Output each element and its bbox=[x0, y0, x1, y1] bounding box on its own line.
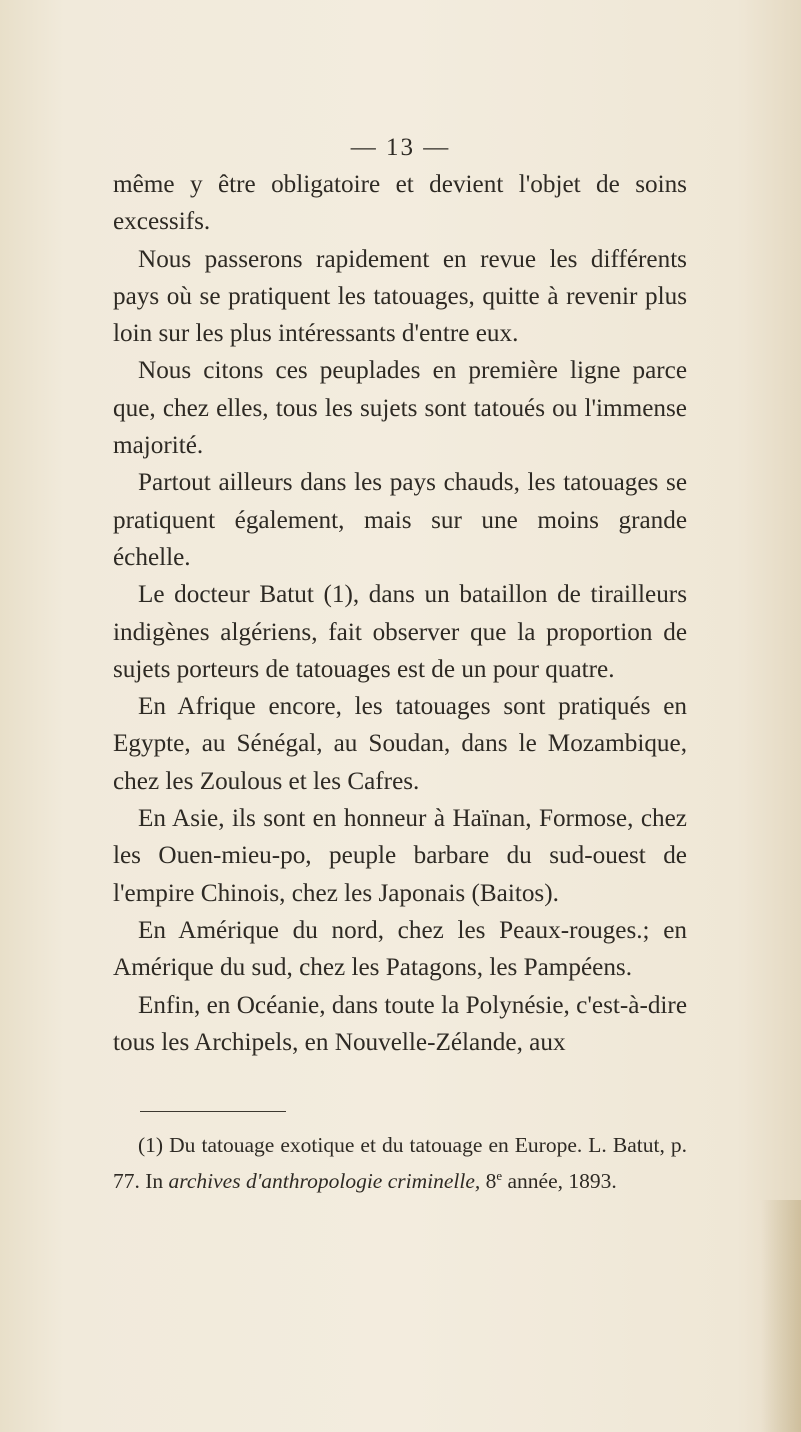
paragraph-7: En Asie, ils sont en honneur à Haïnan, Formose, chez les Ouen-mieu-po, peuple barbare du sud-ouest de l'empire Chinois, chez les Japonais (Baitos). bbox=[113, 805, 687, 907]
footnote-text bbox=[113, 1130, 687, 1196]
footnote-marker: (1) bbox=[138, 1133, 164, 1157]
page-number: — 13 — bbox=[350, 134, 451, 161]
footnote-text-after: année, 1893. bbox=[507, 1168, 617, 1193]
paragraph-9: Enfin, en Océanie, dans toute la Polynésie, c'est-à-dire tous les Archipels, en Nouvelle-Zélande, aux bbox=[113, 991, 687, 1056]
page-edge-stain bbox=[761, 1200, 801, 1432]
paragraph-1: même y être obligatoire et devient l'objet de soins excessifs. bbox=[113, 171, 687, 236]
paragraph-2: Nous passerons rapidement en revue les différents pays où se pratiquent les tatouages, quitte à revenir plus loin sur les plus intéressants d'entre eux. bbox=[113, 245, 687, 348]
paragraph-3: Nous citons ces peuplades en première ligne parce que, chez elles, tous les sujets sont tatoués ou l'immense majorité. bbox=[113, 357, 687, 460]
footnote-text-before: Du tatouage exotique et du tatouage en Europe. L. Batut, p. 77. In bbox=[113, 1133, 687, 1193]
footnote-journal-title: archives d'anthropologie criminelle, bbox=[168, 1168, 481, 1193]
footnote bbox=[113, 1130, 687, 1196]
footnote-edition: 8 bbox=[485, 1168, 497, 1193]
footnote-edition-sup: e bbox=[496, 1168, 503, 1183]
paragraph-4: Partout ailleurs dans les pays chauds, les tatouages se pratiquent également, mais sur une moins grande échelle. bbox=[113, 469, 687, 571]
footnote-divider bbox=[140, 1111, 286, 1112]
paragraph-8: En Amérique du nord, chez les Peaux-rouges.; en Amérique du sud, chez les Patagons, les Pampéens. bbox=[113, 916, 687, 982]
paragraph-6: En Afrique encore, les tatouages sont pratiqués en Egypte, au Sénégal, au Soudan, dans le Mozambique, chez les Zoulous et les Cafres. bbox=[113, 693, 687, 795]
body-text bbox=[113, 166, 687, 1061]
paragraph-5: Le docteur Batut (1), dans un bataillon de tirailleurs indigènes algériens, fait observer que la proportion de sujets porteurs de tatouages est de un pour quatre. bbox=[113, 581, 687, 683]
